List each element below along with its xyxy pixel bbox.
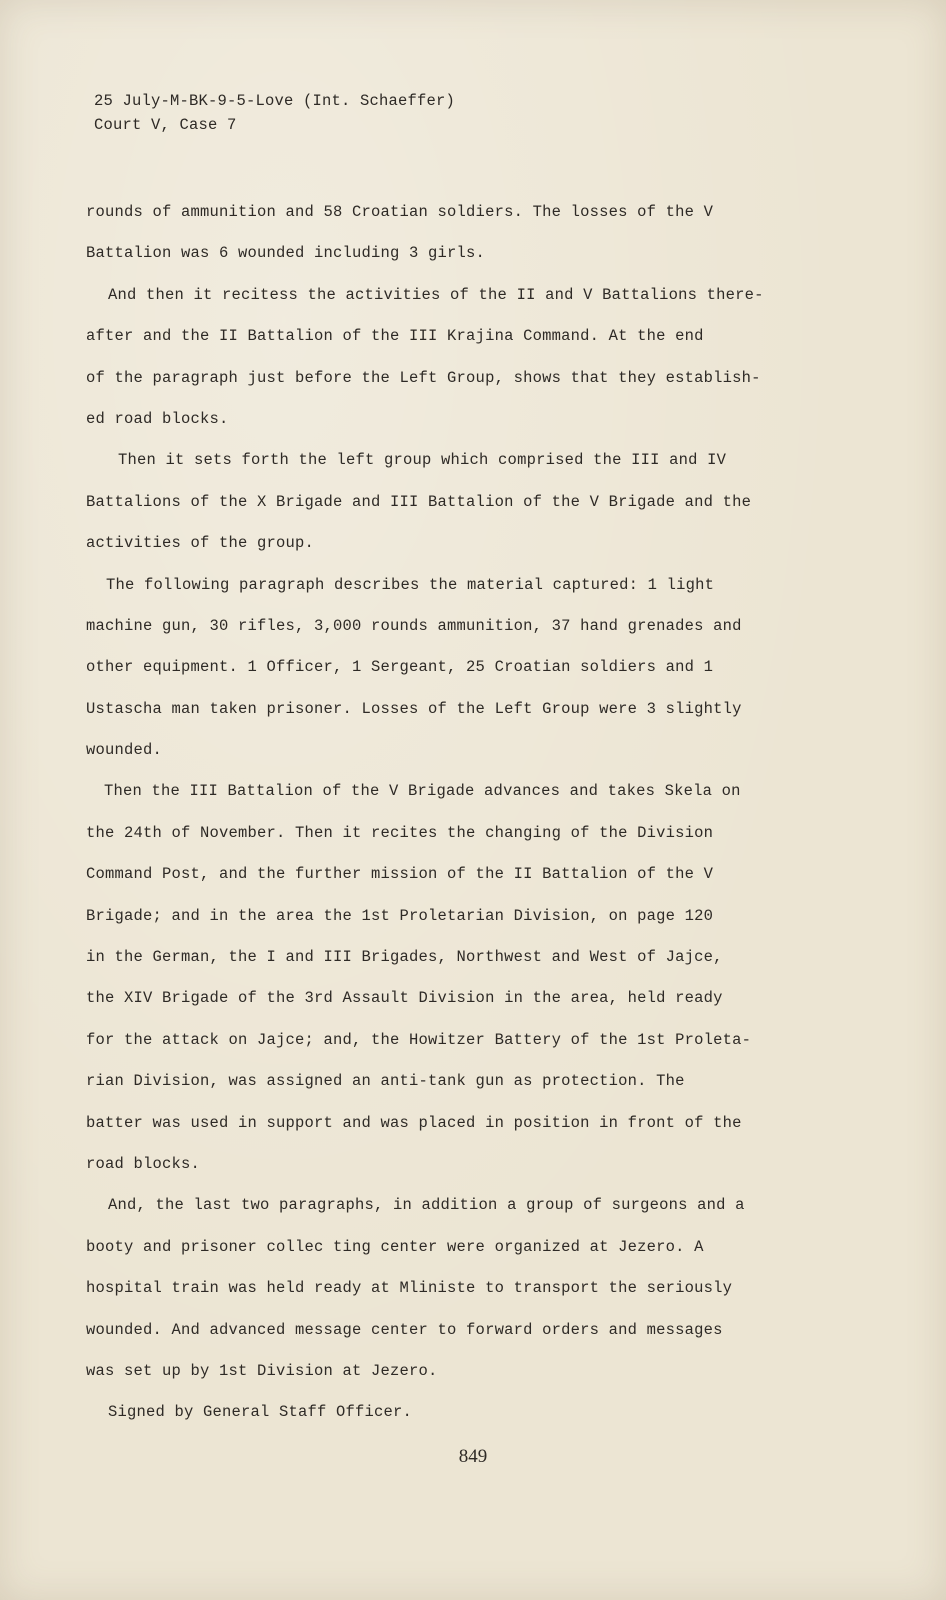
body-line: wounded. And advanced message center to forward orders and messages [86, 1320, 723, 1339]
body-line: Command Post, and the further mission of the II Battalion of the V [86, 865, 714, 884]
paragraph-start: And, the last two paragraphs, in addition a group of surgeons and a [108, 1196, 745, 1215]
body-line: the XIV Brigade of the 3rd Assault Division in the area, held ready [86, 989, 723, 1008]
paragraph-start: Then it sets forth the left group which comprised the III and IV [118, 451, 727, 470]
body-line: other equipment. 1 Officer, 1 Sergeant, 25 Croatian soldiers and 1 [86, 658, 714, 677]
body-line: for the attack on Jajce; and, the Howitzer Battery of the 1st Proleta- [86, 1030, 752, 1049]
body-line: rian Division, was assigned an anti-tank gun as protection. The [86, 1072, 685, 1091]
body-line: Battalion was 6 wounded including 3 girls. [86, 244, 486, 263]
body-line: Ustascha man taken prisoner. Losses of the Left Group were 3 slightly [86, 699, 742, 718]
header-court-case: Court V, Case 7 [94, 116, 237, 134]
body-line: rounds of ammunition and 58 Croatian soldiers. The losses of the V [86, 203, 714, 221]
body-line: was set up by 1st Division at Jezero. [86, 1361, 438, 1380]
signature-line: Signed by General Staff Officer. [108, 1403, 413, 1422]
body-line: after and the II Battalion of the III Krajina Command. At the end [86, 327, 704, 346]
document-header [94, 89, 455, 137]
body-line: road blocks. [86, 1154, 201, 1173]
paragraph-start: The following paragraph describes the material captured: 1 light [106, 575, 715, 594]
paragraph-start: And then it recitess the activities of the II and V Battalions there- [108, 285, 764, 304]
body-line: in the German, the I and III Brigades, Northwest and West of Jajce, [86, 948, 723, 967]
body-line: batter was used in support and was placed in position in front of the [86, 1113, 742, 1132]
body-line: wounded. [86, 741, 163, 760]
body-line: booty and prisoner collec ting center were organized at Jezero. A [86, 1237, 704, 1256]
body-line: Battalions of the X Brigade and III Battalion of the V Brigade and the [86, 492, 752, 511]
body-line: hospital train was held ready at Mliniste to transport the seriously [86, 1279, 733, 1298]
body-line: Brigade; and in the area the 1st Proletarian Division, on page 120 [86, 906, 714, 925]
body-line: machine gun, 30 rifles, 3,000 rounds ammunition, 37 hand grenades and [86, 616, 742, 635]
page-number: 849 [458, 1446, 488, 1467]
paragraph-start: Then the III Battalion of the V Brigade advances and takes Skela on [104, 782, 741, 801]
body-line: of the paragraph just before the Left Group, shows that they establish- [86, 368, 761, 387]
body-line: the 24th of November. Then it recites the changing of the Division [86, 823, 714, 842]
header-reference: 25 July-M-BK-9-5-Love (Int. Schaeffer) [94, 92, 456, 110]
transcript-body [86, 192, 764, 1434]
body-line: ed road blocks. [86, 409, 229, 428]
body-line: activities of the group. [86, 534, 315, 553]
